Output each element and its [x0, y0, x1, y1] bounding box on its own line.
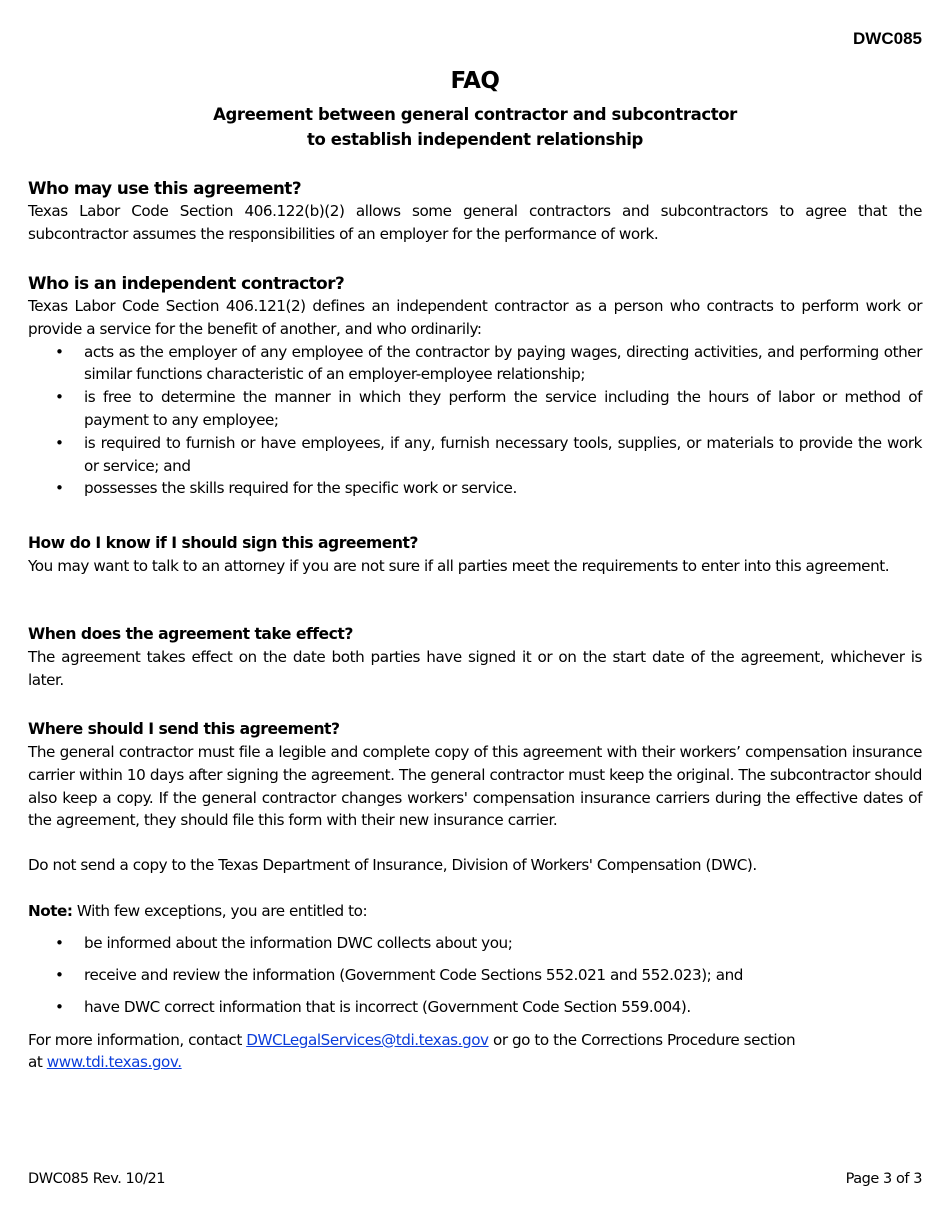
page-subtitle [0, 102, 950, 152]
bullet-icon: • [55, 342, 64, 361]
criteria-list [28, 341, 922, 501]
section-body: The agreement takes effect on the date both parties have signed it or on the start date of the agreement, whichever is later. [28, 648, 922, 689]
section-body: You may want to talk to an attorney if you are not sure if all parties meet the requirements to enter into this agreement. [28, 557, 890, 575]
footer-page-number: Page 3 of 3 [845, 1171, 922, 1187]
section-body-note: Do not send a copy to the Texas Department of Insurance, Division of Workers' Compensation (DWC). [28, 856, 757, 875]
list-item: • is required to furnish or have employees, if any, furnish necessary tools, supplies, or materials to provide the work or service; and [55, 433, 922, 475]
list-item: • be informed about the information DWC collects about you; [28, 932, 922, 955]
list-item: • acts as the employer of any employee of the contractor by paying wages, directing activities, and performing other similar functions characteristic of an employer-employee relationship; [55, 342, 922, 384]
section-who-may-use [28, 176, 922, 246]
bullet-icon: • [55, 433, 64, 452]
bullet-icon: • [55, 933, 64, 952]
section-body: Texas Labor Code Section 406.122(b)(2) allows some general contractors and subcontractors to agree that the subcontractor assumes the responsibilities of an employer for the performance of work. [28, 202, 922, 243]
note-intro: Note: With few exceptions, you are entitled to: [28, 902, 368, 920]
section-take-effect [28, 623, 922, 692]
section-body: The general contractor must file a legible and complete copy of this agreement with their workers’ compensation insurance carrier within 10 days after signing the agreement. The general contractor must keep the original. The subcontractor should also keep a copy. If the general contractor changes workers' compensation insurance carriers during the effective dates of the agreement, they should file this form with their new insurance carrier. [28, 743, 922, 830]
privacy-note [28, 900, 922, 1074]
page-title: FAQ [450, 68, 500, 94]
section-independent-contractor [28, 271, 922, 500]
rights-list [28, 932, 922, 1019]
subtitle-line-2: to establish independent relationship [307, 130, 643, 149]
section-body: Texas Labor Code Section 406.121(2) defines an independent contractor as a person who contracts to perform work or provide a service for the benefit of another, and who ordinarily: [28, 297, 922, 338]
section-where-send [28, 718, 922, 877]
footer-revision: DWC085 Rev. 10/21 [28, 1171, 166, 1187]
section-should-sign [28, 532, 922, 578]
email-link[interactable]: DWCLegalServices@tdi.texas.gov [246, 1030, 489, 1049]
website-link[interactable]: www.tdi.texas.gov. [46, 1053, 182, 1072]
subtitle-line-1: Agreement between general contractor and subcontractor [213, 105, 737, 124]
section-heading: Who may use this agreement? [28, 178, 302, 198]
bullet-icon: • [55, 479, 64, 498]
bullet-icon: • [55, 966, 64, 985]
list-item: • is free to determine the manner in which they perform the service including the hours of labor or method of payment to any employee; [55, 388, 922, 429]
note-label: Note: [28, 902, 73, 920]
section-heading: How do I know if I should sign this agreement? [28, 534, 418, 552]
bullet-icon: • [55, 388, 64, 407]
section-heading: When does the agreement take effect? [28, 625, 353, 643]
contact-info: For more information, contact DWCLegalServices@tdi.texas.gov or go to the Corrections Procedure section at www.tdi.texas.gov. [28, 1030, 796, 1072]
list-item: • possesses the skills required for the specific work or service. [28, 477, 922, 500]
section-heading: Where should I send this agreement? [28, 720, 340, 738]
section-heading: Who is an independent contractor? [28, 273, 345, 293]
list-item: • have DWC correct information that is incorrect (Government Code Section 559.004). [28, 996, 922, 1019]
bullet-icon: • [55, 998, 64, 1017]
list-item: • receive and review the information (Government Code Sections 552.021 and 552.023); and [28, 964, 922, 987]
form-id: DWC085 [853, 29, 922, 48]
